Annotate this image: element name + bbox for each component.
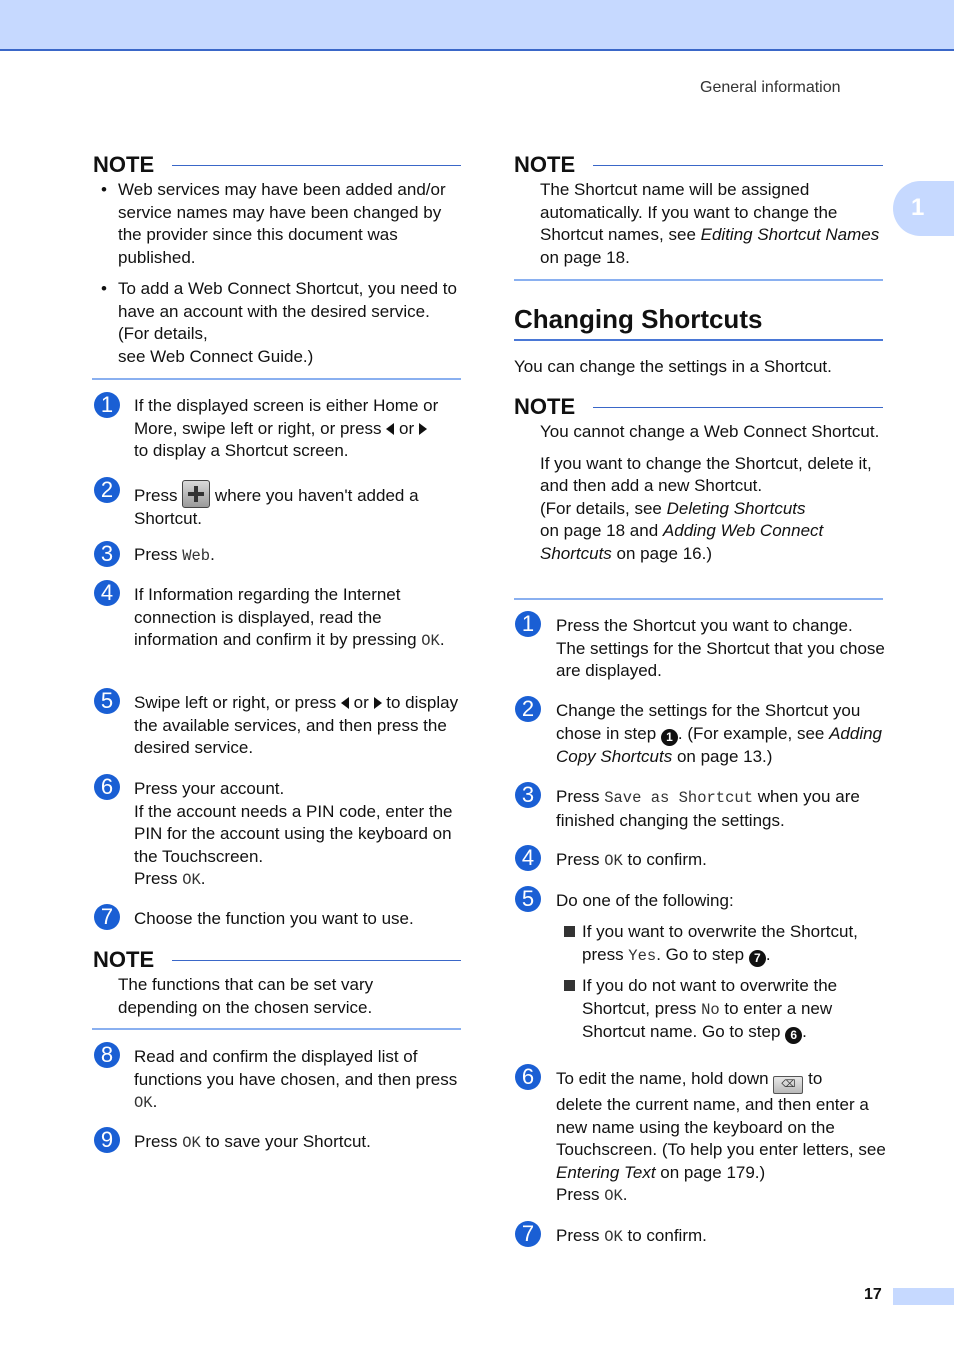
step-number: 5 <box>515 886 541 912</box>
intro-text: You can change the settings in a Shortcut. <box>514 357 832 376</box>
top-banner <box>0 0 954 51</box>
note-title: NOTE <box>93 152 155 177</box>
heading-rule <box>514 339 883 341</box>
step-number: 5 <box>94 688 120 714</box>
step-text: Press the Shortcut you want to change. The settings for the Shortcut that you chose are displayed. <box>556 616 885 680</box>
note-end-rule <box>514 598 883 600</box>
step-number: 8 <box>94 1042 120 1068</box>
step-number: 3 <box>94 541 120 567</box>
section-heading: Changing Shortcuts <box>514 304 763 334</box>
step-number: 4 <box>94 580 120 606</box>
step-number: 1 <box>94 392 120 418</box>
square-bullet-icon <box>564 980 575 991</box>
note-rule <box>172 960 461 961</box>
note-end-rule <box>92 378 461 380</box>
step-text: Press Save as Shortcut when you are finished changing the settings. <box>556 787 860 830</box>
step-number: 2 <box>515 696 541 722</box>
left-arrow-icon <box>341 697 349 709</box>
right-arrow-icon <box>419 423 427 435</box>
step-text: Read and confirm the displayed list of functions you have chosen, and then press OK. <box>134 1047 458 1112</box>
step-number: 1 <box>515 611 541 637</box>
section-header: General information <box>700 79 841 96</box>
note-title: NOTE <box>514 394 576 419</box>
chapter-tab <box>893 181 954 236</box>
note-rule <box>172 165 461 166</box>
note-title: NOTE <box>93 947 155 972</box>
step-text: Press your account. If the account needs a PIN code, enter the PIN for the account using the keyboard on the Touchscreen. Press OK. <box>134 779 453 889</box>
step-text: Press where you haven't added a Shortcut. <box>134 480 464 531</box>
note-body: The functions that can be set vary depending on the chosen service. <box>118 975 374 1017</box>
note-end-rule <box>92 1028 461 1030</box>
step-text: Swipe left or right, or press or to display the available services, and then press the desired service. <box>134 693 459 757</box>
page-number: 17 <box>864 1286 882 1303</box>
step-number: 7 <box>94 904 120 930</box>
note-rule <box>593 407 883 408</box>
step-text: If the displayed screen is either Home or More, swipe left or right, or press or to display a Shortcut screen. <box>134 396 439 460</box>
step-number: 6 <box>515 1064 541 1090</box>
sub-item-text: If you want to overwrite the Shortcut, press Yes. Go to step 7 . <box>582 922 858 965</box>
step-number: 4 <box>515 845 541 871</box>
step-text: Change the settings for the Shortcut you chose in step 1 . (For example, see Adding Copy Shortcuts on page 13.) <box>556 701 883 766</box>
step-text: If Information regarding the Internet connection is displayed, read the information and confirm it by pressing OK. <box>134 585 445 650</box>
left-arrow-icon <box>386 423 394 435</box>
step-text: Press OK to confirm. <box>556 1226 707 1246</box>
sub-item-text: If you do not want to overwrite the Shortcut, press No to enter a new Shortcut name. Go to step 6 . <box>582 976 838 1042</box>
note-rule <box>593 165 883 166</box>
note-body: You cannot change a Web Connect Shortcut. If you want to change the Shortcut, delete it, and then add a new Shortcut. (For details, see Deleting Shortcuts on page 18 and Adding Web Connect Shortcuts on page 16.) <box>540 422 880 563</box>
step-number: 7 <box>515 1221 541 1247</box>
list-item: • Web services may have been added and/or service names may have been changed by the provider since this document was published. <box>101 180 446 267</box>
step-text: Press OK to save your Shortcut. <box>134 1132 371 1152</box>
step-text: To edit the name, hold down ⌫ to delete the current name, and then enter a new name using the keyboard on the Touchscreen. (To help you enter letters, see Entering Text on page 179.) Press OK. <box>556 1069 886 1205</box>
step-number: 9 <box>94 1127 120 1153</box>
plus-icon <box>182 480 210 508</box>
right-arrow-icon <box>374 697 382 709</box>
step-number: 2 <box>94 477 120 503</box>
backspace-icon: ⌫ <box>773 1076 803 1094</box>
page-tab <box>893 1288 954 1305</box>
step-text: Choose the function you want to use. <box>134 909 414 928</box>
step-number: 3 <box>515 782 541 808</box>
step-text: Press Web. <box>134 545 215 565</box>
note-body <box>101 179 463 368</box>
step-text: Do one of the following: <box>556 891 734 910</box>
note-body: The Shortcut name will be assigned automatically. If you want to change the Shortcut names, see Editing Shortcut Names on page 18. <box>540 180 880 267</box>
step-number: 6 <box>94 774 120 800</box>
note-end-rule <box>514 279 883 281</box>
step-text: Press OK to confirm. <box>556 850 707 870</box>
list-item: • To add a Web Connect Shortcut, you need to have an account with the desired service. (For details, see Web Connect Guide.) <box>101 279 457 366</box>
note-title: NOTE <box>514 152 576 177</box>
chapter-number: 1 <box>911 194 925 221</box>
square-bullet-icon <box>564 926 575 937</box>
